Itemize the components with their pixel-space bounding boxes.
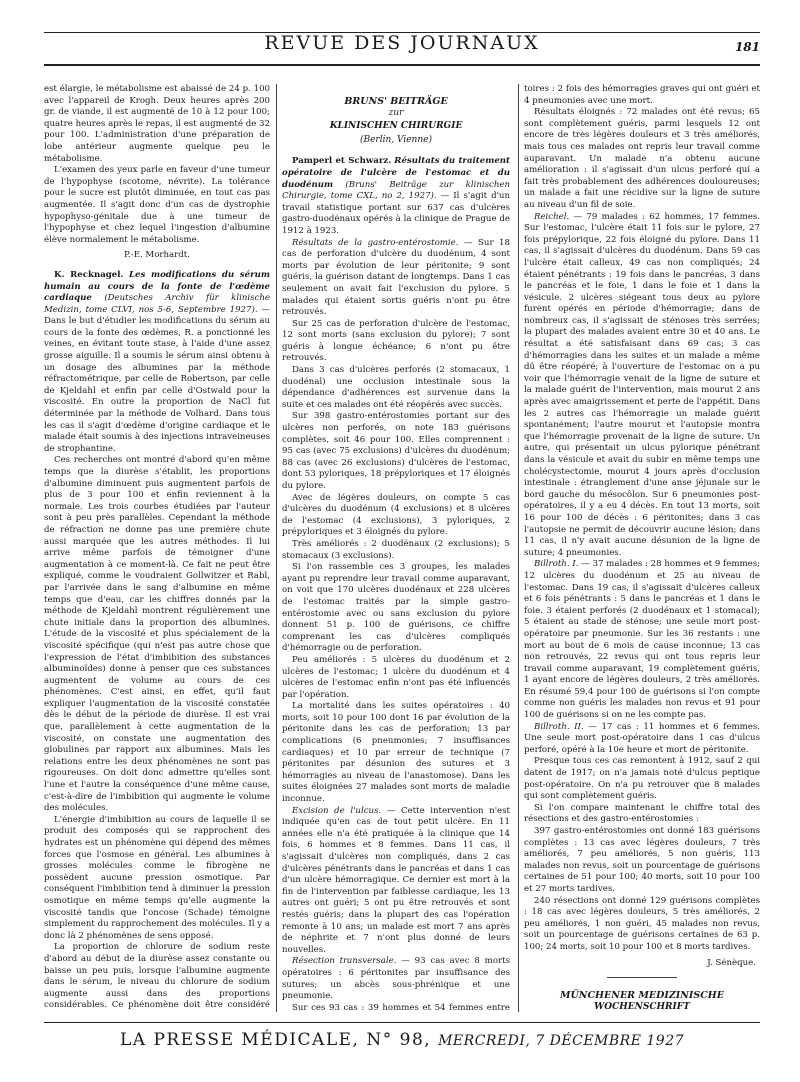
paragraph: Dans 3 cas d'ulcères perforés (2 stomacaux, 1 duodénal) une occlusion intestinale sous la dépendance d'adhérences est survenue dans la suite et ces malades ont été réopérés avec succès. [282,365,510,410]
article-reference: (Deutsches Archiv für klinische Medizin, tome CLVI, nos 5-6, Septembre 1927). [44,293,270,315]
author-signature: P.-E. Morhardt. [124,250,190,261]
article-author: Pamperl et Schwarz. [292,156,392,167]
footer-number: N° 98, [366,1030,432,1050]
paragraph: Sur 398 gastro-entérostomies portant sur des ulcères non perforés, on note 183 guérisons complètes, soit 46 pour 100. Elles comprennent : 95 cas (avec 75 exclusions) d'ulcères du duodénum; 88 cas (avec 26 exclusions) d'ulcères de l'estomac, dont 53 pyloriques, 18 prépyloriques et 17 éloignés du pylore. [282,411,510,491]
column-2 [282,84,510,1012]
paragraph: La mortalité dans les suites opératoires : 40 morts, soit 10 pour 100 dont 16 par évolution de la péritonite dans les cas de perforation; 13 par complications (6 pneumonies; 7 insuffisances cardiaques) et 10 par erreur de technique (7 péritonites par désunion des sutures et 3 hémorragies au niveau de l'anastomose). Dans les suites éloignées 27 malades sont morts de maladie inconnue. [282,701,510,805]
footer-rule [44,1022,760,1023]
paragraph: Avec de légères douleurs, on compte 5 cas d'ulcères du duodénum (4 exclusions) et 8 ulcères de l'estomac (4 exclusions), 3 pyloriques, 2 prépyloriques et 3 éloignés du pylore. [282,492,510,538]
paragraph: Sur ces 93 cas : 39 hommes et 54 femmes entre [292,1002,510,1012]
paragraph: toires : 2 fois des hémorragies graves qui ont guéri et 4 pneumonies avec une mort. [524,84,760,106]
paragraph [282,956,510,1002]
journal-zur: zur [388,107,404,118]
paragraph: La proportion de chlorure de sodium reste d'abord au début de la diurèse assez constante ou baisse un peu puis, lorsque l'albumine augmente dans le sérum, le niveau du chlorure de sodium augmente aussi dans des proportions considérables. Ce phénomène doit être considéré [44,942,270,1011]
paragraph: Sur 25 cas de perforation d'ulcère de l'estomac, 12 sont morts (sans exclusion du pylore); 7 sont guéris à longue échéance; 6 n'ont pu être retrouvés. [282,318,510,364]
paragraph: 397 gastro-entérostomies ont donné 183 guérisons complètes : 13 cas avec légères douleurs, 7 très améliorés, 7 peu améliorés, 5 non guéris, 113 malades non revus, soit un pourcentage de guérisons certaines de 51 pour 100; 40 morts, soit 10 pour 100 et 27 morts tardives. [524,826,760,894]
paragraph [282,238,510,319]
journal-title: MÜNCHENER MEDIZINISCHE [560,990,724,1002]
section-head: Billroth. I. [534,559,579,570]
page-number: 181 [734,40,760,54]
page-header [44,24,760,72]
article-reference: (Bruns' Beiträge zur klinischen Chirurgie, tome CXL, no 2, 1927). [282,179,510,202]
journal-city: (Berlin, Vienne) [359,134,432,145]
section-text: — 93 cas avec 8 morts opératoires : 6 péritonites par insuffisance des sutures; un abcès sous-phrénique et une pneumonie. [282,956,510,1002]
paragraph: Presque tous ces cas remontent à 1912, sauf 2 qui datent de 1917; on n'a jamais noté d'ulcus peptique post-opératoire. On n'a pu retrouver que 8 malades qui sont complètement guéris. [524,756,760,802]
article-paragraph [282,156,510,237]
paragraph: Si l'on compare maintenant le chiffre total des résections et des gastro-entérostomies : [524,802,760,825]
header-title: REVUE DES JOURNAUX [264,32,540,54]
column-1 [44,84,270,1012]
page-footer [44,1022,760,1062]
section-head: Billroth. II. [534,721,584,732]
section-text: — 37 malades : 28 hommes et 9 femmes; 12 ulcères du duodénum et 25 au niveau de l'estomac. Dans 19 cas, il s'agissait d'ulcères calleux et 6 fois pénétrants : 5 dans le pancréas et 1 dans le foie. 3 étaient perforés (2 duodénaux et 1 stomacal); 5 étaient au stade de sténose; une seule mort post-opératoire par pneumonie. Sur les 36 restants : une mort au bout de 6 mois de cause inconnue; 13 cas non retrouvés, 22 revus qui ont tous repris leur travail comme auparavant, 19 complètement guéris, 1 ayant encore de légères douleurs, 2 très améliorés. En résumé 59,4 pour 100 de guérisons si l'on compte comme non guéris les malades non revus et 91 pour 100 de guérisons si on ne les compte pas. [524,559,760,721]
paragraph [524,559,760,721]
article-author: K. Recknagel. [54,269,124,280]
section-text: — Cette intervention n'est indiquée qu'en cas de tout petit ulcère. En 11 années elle n'a été pratiquée à la clinique que 14 fois, 6 hommes et 8 femmes. Dans 11 cas, il s'agissait d'ulcères non compliqués, dans 2 cas d'ulcères pénétrants dans le pancréas et dans 1 cas d'un ulcère hémorragique. Ce dernier est mort à la fin de l'intervention par faiblesse cardiaque, les 13 autres ont guéri; 5 ont pu être retrouvés et sont restés guéris; dans la plupart des cas l'opération remonte à 10 ans; un malade est mort 7 ans après de néphrite et 7 n'ont plus donné de leurs nouvelles. [282,805,510,955]
paragraph: Peu améliorés : 5 ulcères du duodénum et 2 ulcères de l'estomac; 1 ulcère du duodénum et 4 ulcères de l'estomac enfin n'ont pas été influencés par l'opération. [282,654,510,700]
column-3 [524,84,760,1012]
article-title: Les modifications du sérum humain au cours de la fonte de l'œdème cardiaque [44,269,270,304]
author-signature: J. Sénèque. [707,957,756,968]
section-text: — 79 malades : 62 hommes, 17 femmes. Sur l'estomac, l'ulcère était 11 fois sur le pylore, 27 fois prépylorique, 22 fois éloigné du pylore. Dans 11 cas, il s'agissait d'ulcères du duodénum. Dans 59 cas l'ulcère était calleux, 49 cas non compliqués; 24 étaient pénétrants : 19 fois dans le pancréas, 3 dans le pancréas et le foie, 1 dans le foie et 1 dans la vésicule. 2 ulcères siégeant tous deux au pylore furent opérés en période d'hémorragie; dans de nombreux cas, il s'agissait de sténoses très serrées; la plupart des malades avaient entre 30 et 40 ans. Le résultat a été satisfaisant dans 69 cas; 3 cas d'hémorragies dans les suites et un malade a même dû être réopéré; à l'ouverture de l'estomac on a pu voir que l'hémorragie venait de la ligne de suture et la malade guérit de l'intervention, mais mourut 2 ans après avec amaigrissement et perte de l'appétit. Dans les 2 autres cas l'hémorragie un malade guérit spontanément; l'autre mourut et l'autopsie montra que l'hémorragie provenait de la ligne de suture. Un autre, qui présentait un ulcus pylorique pénétrant dans la vésicule et avait du subir en même temps une cholécystectomie, mourut 4 jours après d'occlusion intestinale : étranglement d'une anse jéjunale sur le bord gauche du mésocôlon. Sur 6 pneumonies post-opératoires, il y a eu 4 décès. En tout 13 morts, soit 16 pour 100 de décès : 6 péritonites; dans 3 cas l'autopsie ne permit de découvrir aucune lésion; dans 11 cas, il n'y avait aucune désunion de la ligne de suture; 4 pneumonies. [524,211,760,558]
journal-subtitle: KLINISCHEN CHIRURGIE [329,121,463,132]
header-bottom-rule [44,64,760,66]
journal-title: BRUNS' BEITRÄGE [344,96,448,107]
column-divider [276,84,277,1012]
article-title: Résultats du traitement opératoire de l'ulcère de l'estomac et du duodénum [282,156,510,190]
paragraph: Ces recherches ont montré d'abord qu'en même temps que la diurèse s'établit, les proportions d'albumine diminuent puis augmentent parfois de plus de 3 pour 100 et enfin reviennent à la normale. Les trois courbes étudiées par l'auteur sont à peu près parallèles. Cependant la méthode de réfraction ne donne pas une première chute aussi marquée que les autres méthodes. Il lui arrive même parfois de témoigner d'une augmentation à ce moment-là. Ce fait ne peut être expliqué, comme le voudraient Gollwitzer et Rabl, par l'arrivée dans le sang d'albumine en même temps que d'eau, car les chiffres donnés par la méthode de Kjeldahl montrent régulièrement une chute initiale dans la proportion des albumines. L'étude de la viscosité et plus spécialement de la viscosité spécifique (qui n'est pas autre chose que l'expression de l'état d'imbibition des substances albuminoïdes) donne à penser que ces substances augmentent de volume au cours de ces phénomènes. C'est ainsi, en effet, qu'il faut expliquer l'augmentation de la viscosité constatée dès le début de la période de diurèse. Il est vrai que, parallèlement à cette augmentation de la viscosité, on constate une augmentation des globulines par rapport aux albumines. Mais les relations entre les deux phénomènes ne sont pas rigoureuses. On doit donc admettre qu'elles sont l'une et l'autre la conséquence d'une même cause, c'est-à-dire de l'imbibition qui augmente le volume des molécules. [44,455,270,814]
journal-subtitle: WOCHENSCHRIFT [594,1001,690,1012]
paragraph [524,722,760,757]
paragraph: Si l'on rassemble ces 3 groupes, les malades ayant pu reprendre leur travail comme auparavant, on voit que 170 ulcères duodénaux et 228 ulcères de l'estomac traités par la simple gastro-entérostomie avec ou sans exclusion du pylore donnent 51 p. 100 de guérisons, ce chiffre comprenant les cas d'ulcères compliqués d'hémorragie ou de perforation. [282,562,510,654]
article-text: — Il s'agit d'un travail statistique portant sur 637 cas d'ulcères gastro-duodénaux opérés à la clinique de Prague de 1912 à 1923. [282,191,510,236]
paragraph: 240 résections ont donné 129 guérisons complètes : 18 cas avec légères douleurs, 5 très améliorés, 2 peu améliorés, 1 non guéri, 45 malades non revus, soit un pourcentage de guérisons certaines de 63 p. 100; 24 morts, soit 10 pour 100 et 8 morts tardives. [524,895,760,952]
section-text: — Sur 18 cas de perforation d'ulcère du duodénum, 4 sont morts par évolution de leur péritonite; 9 sont guéris, la guérison datant de longtemps. Dans 1 cas seulement on avait fait l'exclusion du pylore. 5 malades qui étaient sortis guéris n'ont pu être retrouvés. [282,237,510,318]
footer-journal: LA PRESSE MÉDICALE, [119,1030,360,1050]
footer-date: MERCREDI, 7 DÉCEMBRE 1927 [438,1033,685,1049]
paragraph: est élargie, le métabolisme est abaissé de 24 p. 100 avec l'appareil de Krogh. Deux heures après 200 gr. de viande, il est augmenté de 10 à 12 pour 100; quatre heures après le repas, il est augmenté de 32 pour 100. L'administration d'une préparation de lobe antérieur augmente quelque peu le métabolisme. [44,84,270,164]
section-text: — 17 cas : 11 hommes et 6 femmes. Une seule mort post-opératoire dans 1 cas d'ulcus perforé, opéré à la 10e heure et mort de péritonite. [524,721,760,755]
article-paragraph [44,270,270,456]
journal-page [44,0,760,1082]
paragraph: Très améliorés : 2 duodénaux (2 exclusions); 5 stomacaux (3 exclusions). [282,538,510,561]
section-head: Excision de l'ulcus. [292,805,382,816]
section-head: Reichel. [534,211,570,222]
footer-text [44,1030,760,1050]
section-separator [607,977,677,978]
paragraph: L'examen des yeux parle en faveur d'une tumeur de l'hypophyse (scotome, névrite). La tolérance pour le sucre est plutôt diminuée, en tout cas pas augmentée. Il s'agit donc d'un cas de dystrophie hypophyso-génitale due à une tumeur de l'hypophyse et chez lequel l'ingestion d'albumine élève normalement le métabolisme. [44,165,270,245]
paragraph [524,212,760,560]
article-text: — Dans le but d'étudier les modifications du sérum au cours de la fonte des œdèmes, R. a ponctionné les veines, en évitant toute stase, à l'aide d'une assez grosse aiguille. Il a soumis le sérum ainsi obtenu à un dosage des albumines par la méthode réfractométrique, par celle de Robertson, par celle de Kjeldahl et enfin par celle d'Ostwald pour la viscosité. En outre la proportion de NaCl fut déterminée par la méthode de Volhard. Dans tous les cas il s'agit d'œdème d'origine cardiaque et le malade était soumis à des injections intraveineuses de strophantine. [44,304,270,454]
paragraph: L'énergie d'imbibition au cours de laquelle il se produit des composés qui se rapprochent des hydrates est un phénomène qui dépend des mêmes forces que l'osmose en général. Les albumines à grosses molécules comme le fibrogène ne possèdent aucune pression osmotique. Par conséquent l'imbibition tend à diminuer la pression osmotique en même temps qu'elle augmente la viscosité tandis que l'oncose (Schade) témoigne simplement du rapprochement des molécules. Il y a donc là 2 phénomènes de sens opposé. [44,814,270,941]
section-head: Résultats de la gastro-entérostomie. [292,237,459,248]
column-divider [518,84,519,1012]
section-head: Résection transversale. [292,956,397,967]
paragraph: Résultats éloignés : 72 malades ont été revus; 65 sont complètement guéris, parmi lesquels 12 ont encore de très légères douleurs et 3 très améliorés, mais tous ces malades ont repris leur travail comme auparavant. Un malade n'a obtenu aucune amélioration : il s'agissait d'un ulcus perforé qui a fait très probablement des adhérences douloureuses; un malade a fait une récidive sur la ligne de suture au niveau d'un fil de soie. [524,107,760,210]
paragraph [282,806,510,957]
